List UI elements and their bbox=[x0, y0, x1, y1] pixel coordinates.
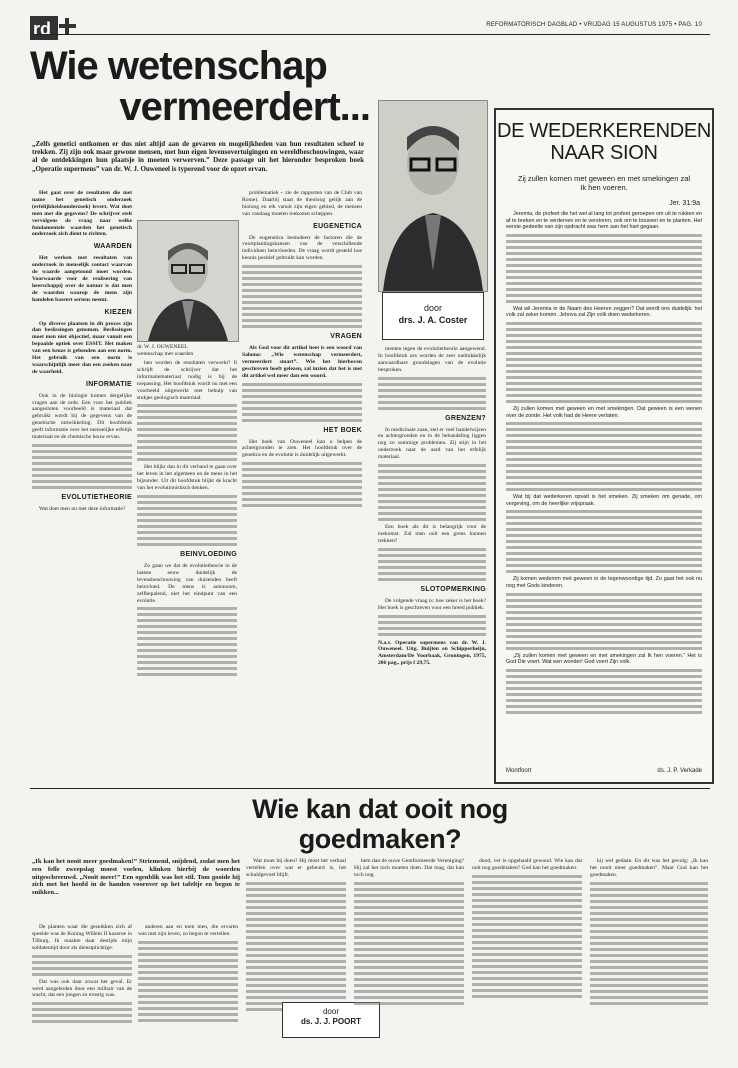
article3-intro: „Ik kan het nooit meer goedmaken!” Striemend, snijdend, zodat men het een felle zweepslag moest voelen, klinken hierbij de woorden uitgeschreeuwd. „Nooit meer!” Een ogenblik was het stil. Tom gooide hij zich met het hoofd in de handen voorover op het tafeltje en begon te snikken... bbox=[32, 858, 240, 897]
photo-caption: dr. W. J. OUWENEEL wetenschap met waarden bbox=[137, 344, 194, 357]
rd-logo bbox=[30, 16, 76, 46]
header-rule bbox=[30, 34, 710, 35]
article3-column-6: kij wel gedaan. En dit was het gevolg: „Ik kan het nooit meer goedmaken”. Maar God kan het goedmaken. bbox=[590, 858, 708, 1054]
meditation-title: DE WEDERKERENDEN NAAR SION bbox=[496, 120, 712, 164]
article3-column-2: anderen aan en toen men, die ervaren was met zijn leven, zo begon te vertellen. bbox=[138, 924, 238, 1054]
meditation-subtitle: Zij zullen komen met geween en met smekingen zal Ik hen voeren. bbox=[517, 174, 691, 192]
meditation-box bbox=[494, 108, 714, 784]
svg-text:rd: rd bbox=[33, 19, 51, 39]
article-column-1: Het gaat over de resultaten die met name het genetisch onderzoek (erfelijkheidsonderzoek) levert. Wat doet men met die gegevens? De schrijver stelt vervolgens de vraag naar welke fundamentele waarden het genetisch onderzoek zich dient te richten. WAARDEN Het werken met resultaten van onderzoek in menselijk contact waarvan de waarde aangetoond moet worden. Voorwaarde voor de realisering van heerschappij over de natuur is dat men de waarden waarop de mens zijn handelen baseert serieus neemt. KIEZEN Op diverse plaatsen in dit proces zijn dan beslissingen genomen. Beslissingen moet men niet objectief, maar vanuit een bepaalde optiek over ESSIT. Het maken van een keuze is gebonden aan een norm. Het gebruik van een norm is waarschijnlijk meer dan een zoeken naar de waarheid. INFORMATIE Ook in de biologie komen dergelijke vragen aan de orde. Een voor het publiek aangesloten voorbeeld is materiaal dat gebruikt wordt bij de gegevens van de genetische ontwikkeling. Dit hoofdstuk geeft informatie over het menselijke erfelijk materiaal en de chemische bouw ervan. EVOLUTIETHEORIE Wat doet men nu met deze informatie? bbox=[32, 190, 132, 512]
article-title: Wie wetenschap vermeerdert... bbox=[30, 44, 370, 129]
article3-title: Wie kan dat ooit nog goedmaken? bbox=[252, 794, 508, 854]
meditation-body: Jeremia, de profeet die het wel al lang tot profeet geroepen om uit te rukken en af te breken en te verderven en te verstoren, ook om te bouwen en te planten. Het eerste gedeelte van zijn opdracht was hem aan het hart gegaan. Wat wil Jeremia in de Naam des Heeren zeggen? Dat wordt ons duidelijk: het volk zal zeker komen. Jehova zal Zijn volk doen wederkeren. Zij zullen komen met geween en met smekingen. Dat geween is een wenen over de zonde. Het volk had de Heere verlaten. Wat bij dat wederkeren opvalt is het smeken. Zij smeken om genade, om vergeving, om de heerlijke vrijspraak. Zij komen wederom met geween in de tegenwoordige tijd. Zo gaat het ook nu nog met Gods kinderen. „Zij zullen komen met geween en met smekingen zal Ik hen voeren.” Het is God Die voert. Wat een wonder! God voert Zijn volk. bbox=[506, 211, 702, 781]
photo-coster bbox=[378, 100, 488, 292]
article-intro: „Zelfs genetici ontkomen er dus niet altijd aan de gevaren en mogelijkheden van hun resultaten scheef te trekken. Zij zijn ook maar gewone mensen, met hun eigen levensovertuigingen en wereldbeschouwingen, waar al de ontdekkingen hun plaatsje in moeten verwerven.” Deze passage uit het hieronder besproken boek „Operatie supermens” van dr. W. J. Ouweneel is typerend voor de opzet ervan. bbox=[32, 140, 364, 173]
article3-column-1: De planten waar die gesnikken zich af speelde was de Koning Willem II kazerne in Tilburg. Ik maakte daar destijds mijn soldatentijd door als dienstplichtige. Dat was ook daar zowat het geval. Er werd aangeboden door een militair van de wacht, dat een jongen zo ernstig was. bbox=[32, 924, 132, 1054]
bible-reference: Jer. 31:9a bbox=[669, 200, 700, 207]
article3-column-5: dood, ver is opgehaald gewond. Wie kan dat ooit nog goedmaken? God kan het goedmaken. bbox=[472, 858, 582, 1054]
header-info: REFORMATORISCH DAGBLAD • VRIJDAG 15 AUGUSTUS 1975 • PAG. 10 bbox=[486, 22, 702, 28]
meditation-signature: Montfoort ds. J. P. Verkade bbox=[506, 768, 702, 774]
section-divider bbox=[30, 788, 710, 789]
author-box-poort: door ds. J. J. POORT bbox=[282, 1002, 380, 1038]
article3-column-3: Wat moet hij doen? Hij moet het verhaal vertellen over wat er gebeurd is, het schuldgevoel blijft. bbox=[246, 858, 346, 1054]
article3-column-4: hem dan de ouwe Gereformeerde Vereniging? Hij zal het toch moeten doen. Dat mag, dat kan toch nog. bbox=[354, 858, 464, 1054]
article-column-2: hen worden de resultaten verwerkt? Il schrijft de schrijver dat het informatiemateriaal nodig is bij de toepassing. Het hoofdstuk wordt nu met een voorbeeld uitgewerkt met behulp van stukjes geologisch materiaal. Het blijkt dan in dit verband te gaan over het leven in het algemeen en de mens in het bijzonder. Uit dit hoofdstuk blijkt de kracht van het evolutionistisch denken. BEINVLOEDING Zo gaan we dat de evolutietheorie in de laatste eeuw duidelijk de levensbeschouwing van duizenden heeft beinvloed. De mens is autonoom, zelfbepalend, niet het eindpunt van een evolutie. bbox=[137, 360, 237, 780]
author-box-coster: door drs. J. A. Coster bbox=[382, 292, 484, 340]
article-column-3: problematiek – zie de rapporten van de Club van Rome). Daarbij staat de theoloog gelijk aan de bioloog en elk vanuit zijn eigen gebied, de mensen van vandaag moeten toekomst scheppen. EUGENETICA De eugenetica bestudeert de factoren die de voortplantingskansen van de verschillende individuen beinvloeden. De vraag wordt gesteld hoe kennis positief gebruikt kan worden. VRAGEN Als God voor dit artikel heet is een woord van Salomo: „Wie wetenschap vermeerdert, vermeerdert smart”. Wie het hierboven geschreven heeft gelezen, zal inzien dat het is met dit artikel wel meer dan een woord. HET BOEK Het boek van Ouweneel kan u helpen de achtergronden te zien. Het hoofdstuk over de genetica en de evolutie is duidelijk uitgewerkt. bbox=[242, 190, 362, 780]
photo-ouweneel bbox=[137, 220, 239, 342]
article-column-4: menten tegen de evolutietheorie aangewend. In hoofdstuk zes worden de zeer nadrukkelijk aanvaardbare grondslagen van de evolutie besproken. GRENZEN? In medicinale zaan, stel er veel handelwijzen en achtergronden en in de behandeling liggen nog zo sommige problemen. Zij stijn in het onderzoek naar de aard van het erfelijk materiaal. Een boek als dit is belangrijk voor de toekomst. Zal men ooit een grens kunnen trekken? SLOTOPMERKING De volgende vraag is: hoe zeker is het boek? Het boek is geschreven voor een breed publiek. N.a.v. Operatie supermens van dr. W. J. Ouweneel. Uitg. Buijten en Schipperheijn, Amsterdam/De Voorbaak, Groningen, 1975, 206 pag., prijs f 29,75. bbox=[378, 346, 486, 667]
